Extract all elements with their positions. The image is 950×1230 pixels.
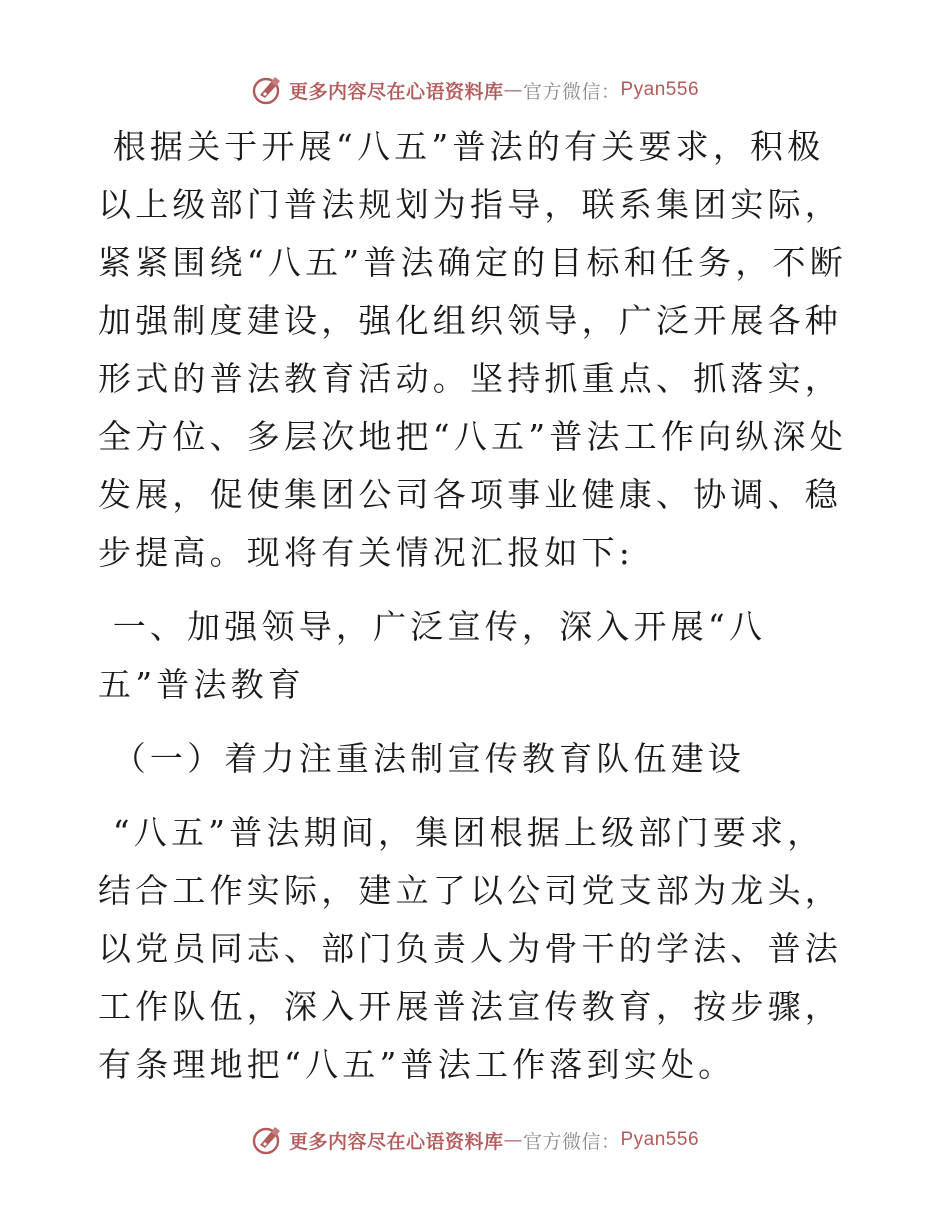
pen-nib-circle-icon xyxy=(251,1123,285,1157)
watermark-brand: 更多内容尽在心语资料库 xyxy=(288,80,504,103)
watermark-wechat-label: 官方微信： xyxy=(522,80,621,103)
footer-watermark xyxy=(0,1120,950,1160)
watermark-wechat-id: Pyan556 xyxy=(620,1129,700,1150)
pen-nib-circle-icon xyxy=(251,73,285,107)
watermark-dash: — xyxy=(503,79,523,101)
document-body xyxy=(98,118,858,1094)
section-heading: 一、加强领导，广泛宣传，深入开展“八五”普法教育 xyxy=(98,607,767,704)
body-paragraph: “八五”普法期间，集团根据上级部门要求，结合工作实际，建立了以公司党支部为龙头，以党员同志、部门负责人为骨干的学法、普法工作队伍，深入开展普法宣传教育，按步骤，有条理地把“八五”普法工作落到实处。 xyxy=(98,813,842,1084)
header-watermark xyxy=(0,70,950,110)
intro-paragraph: 根据关于开展“八五”普法的有关要求，积极以上级部门普法规划为指导，联系集团实际，紧紧围绕“八五”普法确定的目标和任务，不断加强制度建设，强化组织领导，广泛开展各种形式的普法教育活动。坚持抓重点、抓落实，全方位、多层次地把“八五”普法工作向纵深处发展，促使集团公司各项事业健康、协调、稳步提高。现将有关情况汇报如下: xyxy=(98,127,847,572)
watermark-wechat-label: 官方微信： xyxy=(522,1130,621,1153)
subsection-heading: （一）着力注重法制宣传教育队伍建设 xyxy=(98,739,746,778)
watermark-wechat-id: Pyan556 xyxy=(620,79,700,100)
watermark-dash: — xyxy=(503,1129,523,1151)
watermark-brand: 更多内容尽在心语资料库 xyxy=(288,1130,504,1153)
